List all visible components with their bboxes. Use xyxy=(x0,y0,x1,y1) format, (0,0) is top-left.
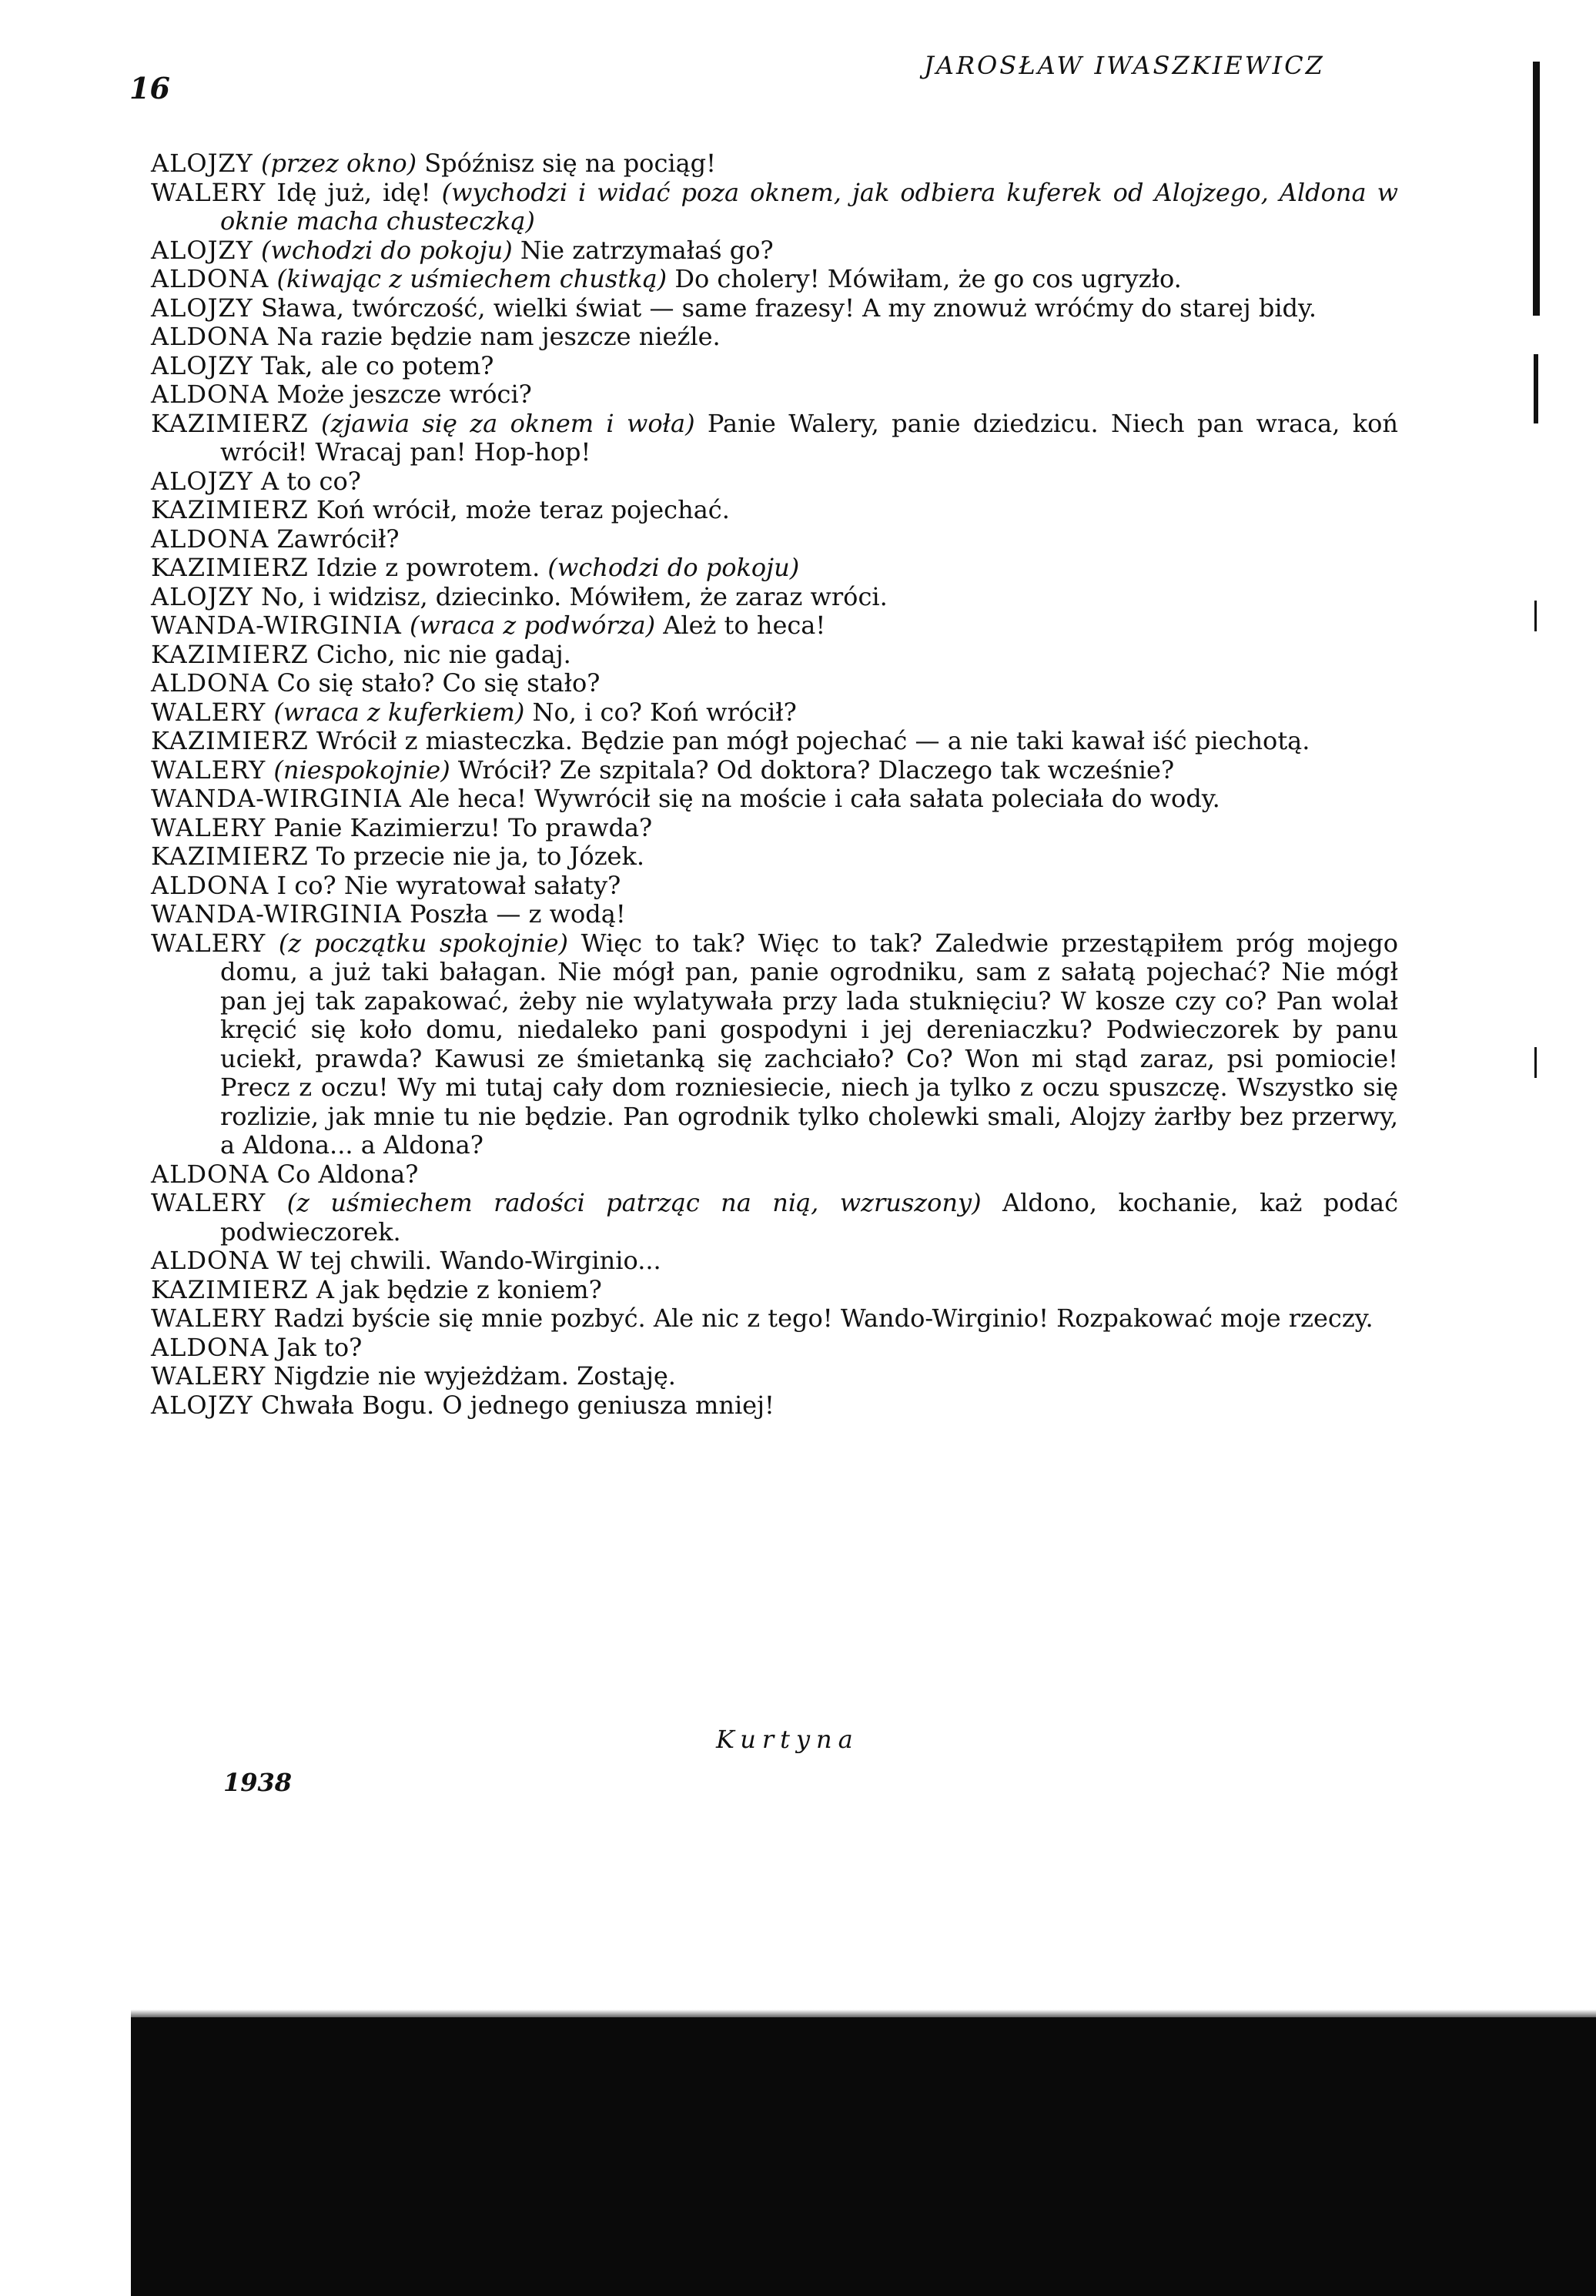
dialogue-line xyxy=(151,1391,1398,1421)
speaker-name: ALDONA xyxy=(151,264,269,293)
dialogue xyxy=(151,149,1398,1420)
speaker-name: ALOJZY xyxy=(151,466,253,496)
dialogue-line xyxy=(151,1304,1398,1334)
speaker-name: KAZIMIERZ xyxy=(151,726,309,755)
dialogue-line xyxy=(151,554,1398,583)
speech-text: Sława, twórczość, wielki świat — same frazesy! A my znowuż wróćmy do starej bidy. xyxy=(260,293,1317,323)
speaker-name: ALDONA xyxy=(151,524,269,554)
speech-text: Do cholery! Mówiłam, że go cos ugryzło. xyxy=(667,264,1182,293)
speech-text: Może jeszcze wróci? xyxy=(276,380,532,409)
scan-dark-band xyxy=(131,2017,1596,2296)
running-header: JAROSŁAW IWASZKIEWICZ xyxy=(924,51,1325,80)
speech-text: Panie Walery, panie dziedzicu. Niech pan wraca, koń wrócił! Wracaj pan! Hop-hop! xyxy=(220,408,1399,467)
dialogue-line xyxy=(151,1334,1398,1363)
dialogue-line xyxy=(151,496,1398,525)
stage-direction: (wraca z podwórza) xyxy=(409,611,656,640)
speaker-name: WALERY xyxy=(151,812,266,842)
speech-text: A jak będzie z koniem? xyxy=(316,1274,602,1304)
stage-direction: (z początku spokojnie) xyxy=(278,928,568,958)
stage-direction: (wraca z kuferkiem) xyxy=(273,697,525,727)
dialogue-line xyxy=(151,265,1398,294)
dialogue-line xyxy=(151,785,1398,814)
stage-direction: (wchodzi do pokoju) xyxy=(547,553,800,582)
speaker-name: ALDONA xyxy=(151,322,269,351)
speech-text: Jak to? xyxy=(276,1332,363,1362)
speech-text: Idzie z powrotem. xyxy=(316,553,548,582)
dialogue-line xyxy=(151,842,1398,872)
speaker-name: ALDONA xyxy=(151,1159,269,1189)
speaker-name: ALOJZY xyxy=(151,293,253,323)
dialogue-line xyxy=(151,1247,1398,1276)
dialogue-line xyxy=(151,236,1398,266)
speaker-name: ALDONA xyxy=(151,668,269,698)
speech-text: No, i co? Koń wrócił? xyxy=(524,697,797,727)
speech-text: Idę już, idę! xyxy=(276,177,442,207)
speaker-name: WALERY xyxy=(151,1188,266,1217)
stage-direction: (wchodzi do pokoju) xyxy=(260,235,513,265)
speech-text: Nigdzie nie wyjeżdżam. Zostaję. xyxy=(273,1361,676,1391)
speaker-name: WALERY xyxy=(151,755,266,785)
dialogue-line xyxy=(151,641,1398,670)
speech-text: No, i widzisz, dziecinko. Mówiłem, że zaraz wróci. xyxy=(260,581,888,611)
speaker-name: ALDONA xyxy=(151,1246,269,1275)
speech-text: Tak, ale co potem? xyxy=(260,350,494,380)
speaker-name: KAZIMIERZ xyxy=(151,408,309,438)
speech-text: Ależ to heca! xyxy=(655,611,826,640)
stage-direction: (niespokojnie) xyxy=(273,755,450,785)
speech-text: Radzi byście się mnie pozbyć. Ale nic z tego! Wando-Wirginio! Rozpakować moje rzeczy. xyxy=(273,1304,1373,1333)
dialogue-line xyxy=(151,149,1398,179)
speech-text: Wrócił z miasteczka. Będzie pan mógł pojechać — a nie taki kawał iść piechotą. xyxy=(316,726,1310,755)
speech-text: Chwała Bogu. O jednego geniusza mniej! xyxy=(260,1390,775,1420)
dialogue-line xyxy=(151,900,1398,929)
dialogue-line xyxy=(151,1276,1398,1305)
dialogue-line xyxy=(151,1160,1398,1190)
speech-text: I co? Nie wyratował sałaty? xyxy=(276,870,621,900)
speaker-name: ALOJZY xyxy=(151,149,253,178)
speaker-name: ALDONA xyxy=(151,1332,269,1362)
speaker-name: KAZIMIERZ xyxy=(151,842,309,871)
stage-direction: (z uśmiechem radości patrząc na nią, wzruszony) xyxy=(286,1188,982,1217)
year-date: 1938 xyxy=(223,1768,293,1797)
speaker-name: WALERY xyxy=(151,1361,266,1391)
dialogue-line xyxy=(151,179,1398,236)
dialogue-line xyxy=(151,1189,1398,1247)
page-number: 16 xyxy=(129,71,170,105)
dialogue-line xyxy=(151,410,1398,467)
dialogue-line xyxy=(151,611,1398,641)
scan-edge-marks xyxy=(1528,0,1544,1540)
speaker-name: WANDA-WIRGINIA xyxy=(151,611,402,640)
stage-direction: (wychodzi i widać poza oknem, jak odbiera kuferek od Alojzego, Aldona w oknie macha chusteczką) xyxy=(220,177,1399,236)
dialogue-line xyxy=(151,727,1398,756)
speaker-name: ALOJZY xyxy=(151,1390,253,1420)
stage-direction: (zjawia się za oknem i woła) xyxy=(321,408,695,438)
speech-text: Poszła — z wodą! xyxy=(409,899,626,929)
dialogue-line xyxy=(151,872,1398,901)
dialogue-line xyxy=(151,756,1398,785)
speech-text: Koń wrócił, może teraz pojechać. xyxy=(316,495,730,524)
speech-text: Cicho, nic nie gadaj. xyxy=(316,639,571,669)
speech-text: Nie zatrzymałaś go? xyxy=(512,235,774,265)
speaker-name: WANDA-WIRGINIA xyxy=(151,899,402,929)
dialogue-line xyxy=(151,525,1398,554)
stage-direction: (kiwając z uśmiechem chustką) xyxy=(276,264,668,293)
speech-text: W tej chwili. Wando-Wirginio... xyxy=(276,1246,661,1275)
speaker-name: KAZIMIERZ xyxy=(151,1274,309,1304)
speech-text: Aldono, kochanie, każ podać podwieczorek. xyxy=(220,1188,1399,1247)
speech-text: Co się stało? Co się stało? xyxy=(276,668,601,698)
speaker-name: WALERY xyxy=(151,697,266,727)
dialogue-line xyxy=(151,698,1398,728)
speech-text: Co Aldona? xyxy=(276,1159,419,1189)
speaker-name: WALERY xyxy=(151,928,266,958)
dialogue-line xyxy=(151,380,1398,410)
speech-text: Wrócił? Ze szpitala? Od doktora? Dlaczego tak wcześnie? xyxy=(450,755,1175,785)
stage-direction: (przez okno) xyxy=(260,149,417,178)
speech-text: Spóźnisz się na pociąg! xyxy=(417,149,717,178)
speaker-name: WANDA-WIRGINIA xyxy=(151,784,402,813)
dialogue-line xyxy=(151,467,1398,497)
speech-text: A to co? xyxy=(260,466,361,496)
speaker-name: KAZIMIERZ xyxy=(151,639,309,669)
dialogue-line xyxy=(151,929,1398,1160)
speech-text: Panie Kazimierzu! To prawda? xyxy=(273,812,653,842)
dialogue-line xyxy=(151,294,1398,323)
dialogue-line xyxy=(151,323,1398,352)
dialogue-line xyxy=(151,814,1398,843)
dialogue-line xyxy=(151,583,1398,612)
speech-text: To przecie nie ja, to Józek. xyxy=(316,842,645,871)
speaker-name: KAZIMIERZ xyxy=(151,553,309,582)
speaker-name: KAZIMIERZ xyxy=(151,495,309,524)
speaker-name: WALERY xyxy=(151,177,266,207)
speaker-name: ALDONA xyxy=(151,870,269,900)
dialogue-line xyxy=(151,1362,1398,1391)
speech-text: Ale heca! Wywrócił się na moście i cała sałata poleciała do wody. xyxy=(409,784,1220,813)
speech-text: Na razie będzie nam jeszcze nieźle. xyxy=(276,322,721,351)
speaker-name: ALOJZY xyxy=(151,350,253,380)
curtain-line: Kurtyna xyxy=(716,1725,859,1754)
speaker-name: ALOJZY xyxy=(151,235,253,265)
speaker-name: ALDONA xyxy=(151,380,269,409)
speaker-name: WALERY xyxy=(151,1304,266,1333)
speech-text: Więc to tak? Więc to tak? Zaledwie przestąpiłem próg mojego domu, a już taki bałagan. Nie mógł pan, panie ogrodniku, sam z sałatą pojechać? Nie mógł pan jej tak zapakować, żeby nie wylatywała przy lada stuknięciu? W kosze czy co? Pan wolał kręcić się koło domu, niedaleko pani gospodyni i jej dereniaczku? Podwieczorek by panu uciekł, prawda? Kawusi ze śmietanką się zachciało? Co? Won mi stąd zaraz, psi pomiocie! Precz z oczu! Wy mi tutaj cały dom rozniesiecie, niech ja tylko z oczu spuszczę. Wszystko się rozlizie, jak mnie tu nie będzie. Pan ogrodnik tylko cholewki smali, Alojzy żarłby bez przerwy, a Aldona... a Aldona? xyxy=(220,928,1399,1160)
dialogue-line xyxy=(151,352,1398,381)
dialogue-line xyxy=(151,669,1398,698)
speaker-name: ALOJZY xyxy=(151,581,253,611)
speech-text: Zawrócił? xyxy=(276,524,400,554)
